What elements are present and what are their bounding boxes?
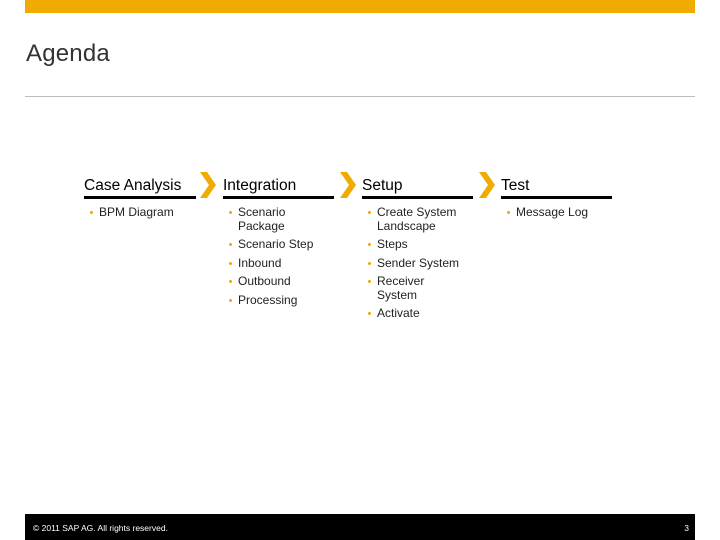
column-heading: Test xyxy=(501,177,530,194)
column-items xyxy=(501,206,612,220)
column-items xyxy=(223,205,314,307)
bullet-dot-icon xyxy=(90,211,93,214)
bullet-dot-icon xyxy=(229,211,232,214)
footer-bar xyxy=(25,514,695,540)
list-item: Receiver System xyxy=(362,275,462,302)
chevron-right-icon xyxy=(340,172,356,198)
bullet-dot-icon xyxy=(507,211,510,214)
column-underline xyxy=(223,196,334,199)
column-heading: Case Analysis xyxy=(84,177,182,194)
list-item: Steps xyxy=(362,238,462,252)
bullet-dot-icon xyxy=(368,243,371,246)
bullet-dot-icon xyxy=(368,312,371,315)
list-item: Scenario Step xyxy=(223,238,328,252)
column-items xyxy=(84,206,196,220)
list-item: Activate xyxy=(362,307,462,321)
column-heading: Setup xyxy=(362,177,403,194)
column-test xyxy=(501,176,612,225)
chevron-right-icon xyxy=(479,172,495,198)
column-underline xyxy=(362,196,473,199)
bullet-dot-icon xyxy=(229,280,232,283)
column-integration xyxy=(223,176,334,312)
copyright-text: © 2011 SAP AG. All rights reserved. xyxy=(33,523,168,533)
column-setup xyxy=(362,176,473,326)
chevron-right-icon xyxy=(200,172,216,198)
list-item: Outbound xyxy=(223,275,303,289)
list-item: Create System Landscape xyxy=(362,206,462,233)
list-item: Message Log xyxy=(501,206,612,220)
list-item: Scenario Package xyxy=(223,206,303,233)
column-underline xyxy=(84,196,196,199)
list-item: Inbound xyxy=(223,257,303,271)
bullet-dot-icon xyxy=(229,299,232,302)
page-number: 3 xyxy=(684,523,689,533)
list-item: BPM Diagram xyxy=(84,206,196,220)
column-items xyxy=(362,206,462,321)
top-accent-bar xyxy=(25,0,695,13)
page-title: Agenda xyxy=(26,40,110,67)
list-item: Sender System xyxy=(362,257,462,271)
bullet-dot-icon xyxy=(229,262,232,265)
column-underline xyxy=(501,196,612,199)
column-heading: Integration xyxy=(223,177,297,194)
title-divider xyxy=(25,96,695,97)
bullet-dot-icon xyxy=(368,280,371,283)
column-case-analysis xyxy=(84,176,196,225)
list-item: Processing xyxy=(223,294,303,308)
bullet-dot-icon xyxy=(229,243,232,246)
bullet-dot-icon xyxy=(368,262,371,265)
bullet-dot-icon xyxy=(368,211,371,214)
